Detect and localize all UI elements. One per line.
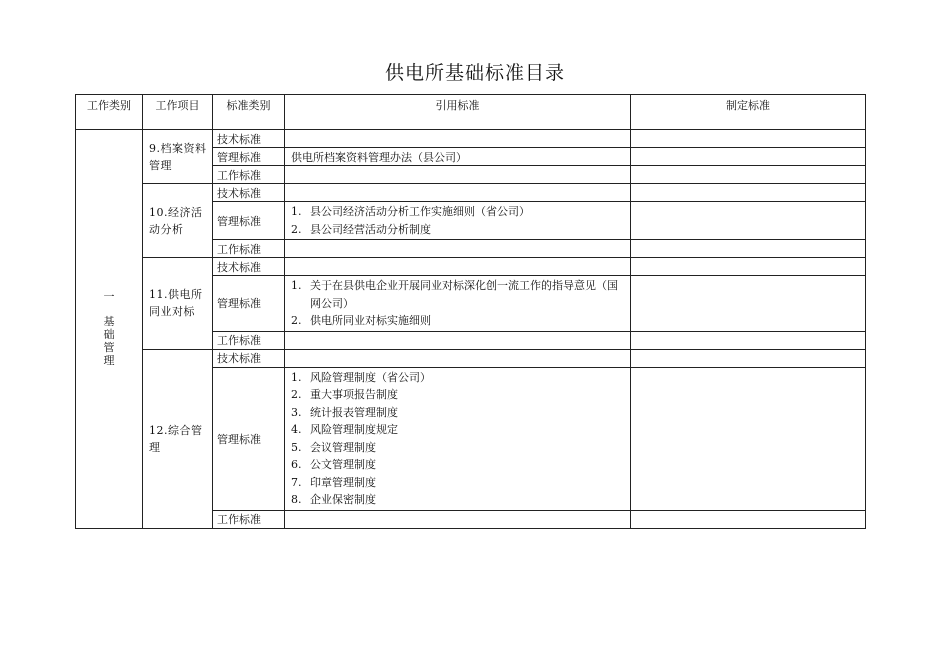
referenced-standards — [285, 166, 631, 184]
header-project: 工作项目 — [143, 95, 213, 130]
reference-text: 县公司经济活动分析工作实施细则（省公司） — [310, 205, 530, 218]
standard-type: 工作标准 — [213, 331, 285, 349]
formulated-standard — [631, 367, 866, 510]
reference-number: 7. — [291, 475, 302, 489]
standards-table — [75, 94, 866, 529]
work-project: 12.综合管理 — [143, 349, 213, 528]
work-project: 11.供电所同业对标 — [143, 258, 213, 350]
category-char: 管 — [103, 341, 115, 355]
formulated-standard — [631, 202, 866, 240]
reference-item — [289, 456, 626, 474]
standard-type: 管理标准 — [213, 202, 285, 240]
reference-number: 1. — [291, 370, 302, 384]
reference-text: 供电所档案资料管理办法（县公司） — [291, 150, 467, 164]
reference-item — [289, 312, 626, 330]
reference-text: 风险管理制度（省公司） — [310, 370, 431, 384]
formulated-standard — [631, 276, 866, 332]
reference-item — [289, 221, 626, 239]
header-formulated-standard: 制定标准 — [631, 95, 866, 130]
referenced-standards — [285, 349, 631, 367]
reference-text: 印章管理制度 — [310, 475, 376, 489]
formulated-standard — [631, 510, 866, 528]
reference-text: 风险管理制度规定 — [310, 423, 398, 436]
reference-number: 5. — [291, 440, 302, 454]
referenced-standards — [285, 331, 631, 349]
reference-text: 公文管理制度 — [310, 458, 376, 471]
reference-text: 县公司经营活动分析制度 — [310, 222, 431, 236]
standard-type: 技术标准 — [213, 130, 285, 148]
reference-text: 关于在县供电企业开展同业对标深化创一流工作的指导意见（国网公司） — [310, 279, 618, 310]
referenced-standards — [285, 276, 631, 332]
table-body — [76, 130, 866, 529]
standard-type: 工作标准 — [213, 510, 285, 528]
reference-item — [289, 439, 626, 457]
reference-text: 供电所同业对标实施细则 — [310, 314, 431, 327]
reference-number: 6. — [291, 458, 302, 471]
standard-type: 技术标准 — [213, 258, 285, 276]
referenced-standards — [285, 367, 631, 510]
standard-type: 管理标准 — [213, 148, 285, 166]
standard-type: 管理标准 — [213, 276, 285, 332]
referenced-standards — [285, 202, 631, 240]
referenced-standards — [285, 130, 631, 148]
reference-item — [289, 277, 626, 312]
formulated-standard — [631, 331, 866, 349]
category-char: 理 — [103, 354, 115, 368]
header-category: 工作类别 — [76, 95, 143, 130]
referenced-standards — [285, 240, 631, 258]
reference-item — [289, 369, 626, 387]
category-cell — [76, 130, 143, 529]
standard-type: 技术标准 — [213, 184, 285, 202]
reference-item — [289, 421, 626, 439]
standard-type: 管理标准 — [213, 367, 285, 510]
reference-text: 会议管理制度 — [310, 440, 376, 454]
formulated-standard — [631, 349, 866, 367]
reference-item — [289, 386, 626, 404]
referenced-standards — [285, 148, 631, 166]
reference-number: 2. — [291, 388, 302, 401]
formulated-standard — [631, 130, 866, 148]
header-row — [76, 95, 866, 130]
reference-number: 8. — [291, 493, 302, 506]
table-row — [76, 184, 866, 202]
header-standard-type: 标准类别 — [213, 95, 285, 130]
referenced-standards — [285, 258, 631, 276]
reference-number: 1. — [291, 279, 302, 292]
category-number: 一 — [103, 290, 115, 304]
work-project: 10.经济活动分析 — [143, 184, 213, 258]
table-row — [76, 258, 866, 276]
table-row — [76, 349, 866, 367]
reference-number: 2. — [291, 314, 302, 327]
reference-text: 重大事项报告制度 — [310, 388, 398, 401]
standard-type: 工作标准 — [213, 166, 285, 184]
reference-number: 4. — [291, 423, 302, 436]
work-project: 9.档案资料管理 — [143, 130, 213, 184]
referenced-standards — [285, 184, 631, 202]
reference-text: 统计报表管理制度 — [310, 405, 398, 419]
reference-number: 1. — [291, 205, 302, 218]
formulated-standard — [631, 184, 866, 202]
table-row — [76, 130, 866, 148]
standard-type: 工作标准 — [213, 240, 285, 258]
formulated-standard — [631, 258, 866, 276]
page-title: 供电所基础标准目录 — [384, 62, 565, 84]
reference-number: 3. — [291, 405, 302, 419]
reference-item — [289, 203, 626, 221]
reference-item — [289, 474, 626, 492]
formulated-standard — [631, 166, 866, 184]
formulated-standard — [631, 148, 866, 166]
reference-item — [289, 404, 626, 422]
reference-item — [289, 491, 626, 509]
reference-number: 2. — [291, 222, 302, 236]
referenced-standards — [285, 510, 631, 528]
category-char: 础 — [103, 328, 115, 342]
category-char: 基 — [103, 315, 115, 329]
reference-text: 企业保密制度 — [310, 493, 376, 506]
formulated-standard — [631, 240, 866, 258]
header-referenced-standard: 引用标准 — [285, 95, 631, 130]
standard-type: 技术标准 — [213, 349, 285, 367]
